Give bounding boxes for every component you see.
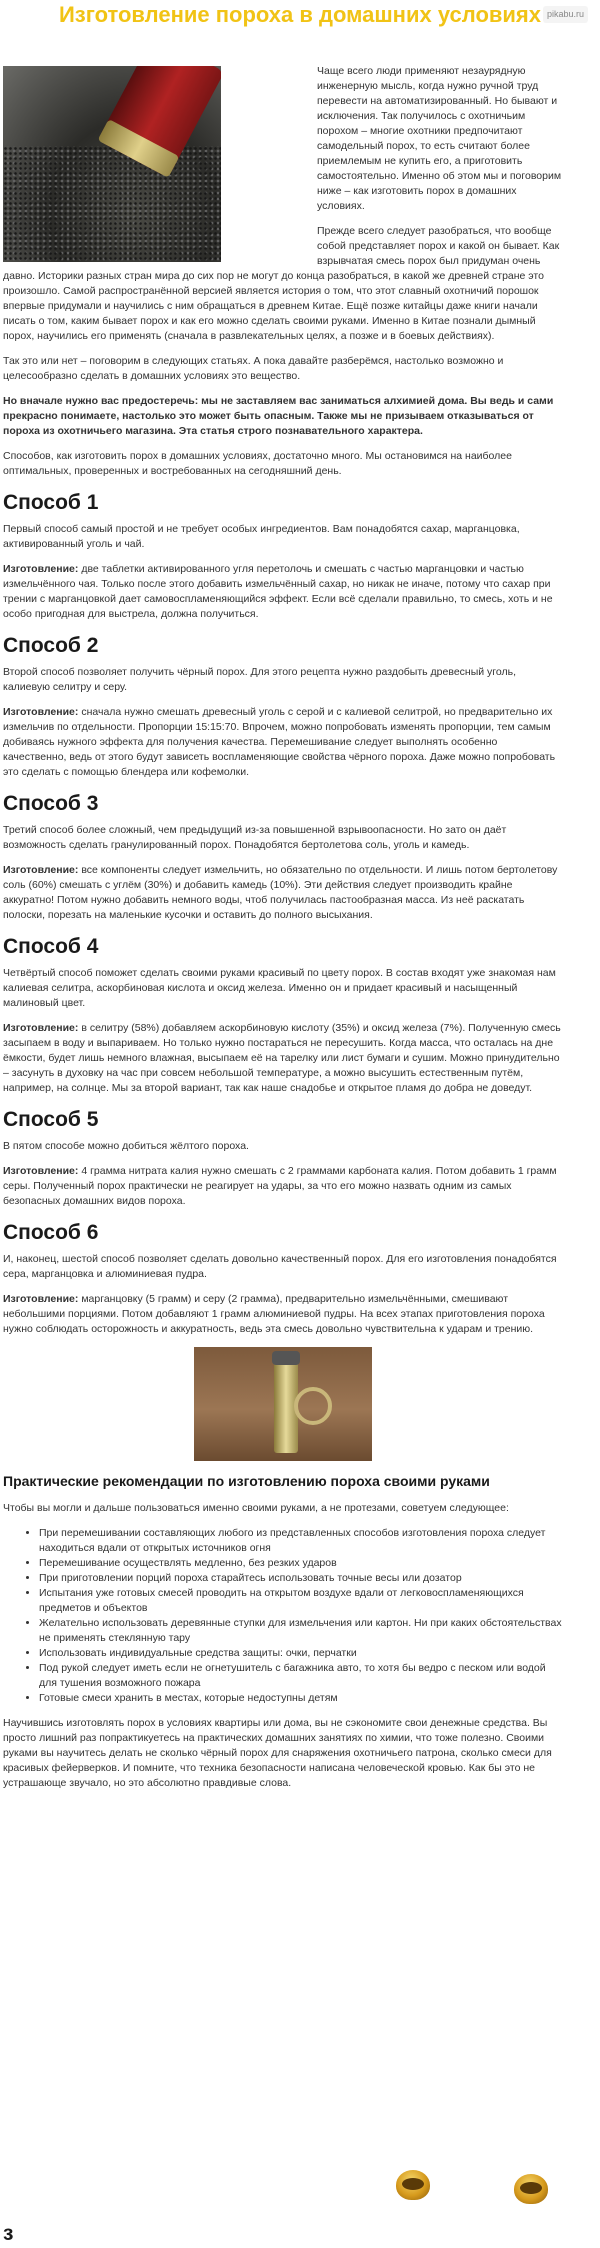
list-item: • Желательно использовать деревянные ступки для измельчения или картон. Ни при каких обстоятельствах не применять стеклянную тару	[39, 1616, 563, 1646]
tips-heading: Практические рекомендации по изготовлению пороха своими руками	[3, 1473, 490, 1489]
list-item: • Использовать индивидуальные средства защиты: очки, перчатки	[39, 1646, 563, 1661]
making-text: 4 грамма нитрата калия нужно смешать с 2 граммами карбоната калия. Потом добавить 1 грамм серы. Полученный порох практически не реагирует на удары, за что его можно назвать одним из самых безопасных домашних видов пороха.	[3, 1165, 557, 1207]
list-item: • Испытания уже готовых смесей проводить на открытом воздухе вдали от легковоспламеняющихся предметов и объектов	[39, 1586, 563, 1616]
gunpowder-grains	[3, 146, 221, 262]
method-text: Третий способ более сложный, чем предыдущий из-за повышенной взрывоопасности. Но зато он даёт возможность сделать гранулированный порох. Понадобятся бертолетова соль, уголь и камедь.	[3, 824, 507, 851]
cartridge-image	[194, 1347, 372, 1461]
method-making	[3, 863, 563, 923]
method-making	[3, 1021, 563, 1096]
method-heading: Способ 3	[3, 792, 99, 815]
tips-intro: Чтобы вы могли и дальше пользоваться именно своими руками, а не протезами, советуем следующее:	[3, 1502, 509, 1514]
method-heading: Способ 2	[3, 634, 99, 657]
site-watermark: pikabu.ru	[543, 6, 588, 23]
methods-intro: Способов, как изготовить порох в домашних условиях, достаточно много. Мы остановимся на наиболее оптимальных, проверенных и востребованных на сегодняшний день.	[3, 450, 512, 477]
method-text: В пятом способе можно добиться жёлтого пороха.	[3, 1140, 249, 1152]
gold-pot-icon	[514, 2174, 548, 2204]
method-text: Первый способ самый простой и не требует особых ингредиентов. Вам понадобятся сахар, марганцовка, активированный уголь и чай.	[3, 523, 520, 550]
bottom-decoration	[0, 2148, 600, 2234]
page-title: Изготовление пороха в домашних условиях	[58, 2, 542, 27]
intro-paragraph: Так это или нет – поговорим в следующих статьях. А пока давайте разберёмся, настолько возможно и целесообразно сделать в домашних условиях это вещество.	[3, 355, 504, 382]
making-text: марганцовку (5 грамм) и серу (2 грамма), предварительно измельчёнными, смешивают небольшими порциями. Потом добавляют 1 грамм алюминиевой пудры. На всех этапах приготовления пороха нужно соблюдать осторожность и аккуратность, ведь эта смесь довольно чувствительна к ударам и трению.	[3, 1293, 545, 1335]
method-making	[3, 705, 563, 780]
making-text: в селитру (58%) добавляем аскорбиновую кислоту (35%) и оксид железа (7%). Полученную смесь засыпаем в воду и выпариваем. Но только нужно постараться не пересушить. Когда масса, что осталась на дне ёмкости, будет лишь немного влажная, высыпаем её на тарелку или лист бумаги и сушим. Можно принудительно – засунуть в духовку на час при совсем небольшой температуре, а можно высушить естественным путём, например, на солнце. Мы за второй вариант, так как наше снадобье и открытое пламя до добра не доведут.	[3, 1022, 561, 1094]
making-text: сначала нужно смешать древесный уголь с серой и с калиевой селитрой, но предварительно их измельчив по отдельности. Пропорции 15:15:70. Впрочем, можно попробовать изменять пропорции, тем самым добиваясь нужного эффекта для получения качества. Перемешивание следует выполнять особенно качественно, ведь от этого будут зависеть воспламеняющие свойства чёрного пороха. Даже можно попробовать это сделать с помощью блендера или кофемолки.	[3, 706, 556, 778]
intro-paragraph: Прежде всего следует разобраться, что вообще собой представляет порох и какой он бывает. Как взрывчатая смесь порох был придуман очень давно. Историки разных стран мира до сих пор не могут до конца разобраться, в какой же древней стране это произошло. Самой распространённой версией является история о том, что этот славный охотничий порошок впервые придумали и научились с ним обращаться в древнем Китае. Ещё позже китайцы даже книги начали писать о том, каким бывает порох и как его можно сделать своими руками. Именно в Китае познали дымный порох, научились его применять (сначала в развлекательных целях, а позже и в боевых действиях).	[3, 225, 560, 342]
list-item: • Готовые смеси хранить в местах, которые недоступны детям	[39, 1691, 563, 1706]
method-text: И, наконец, шестой способ позволяет сделать довольно качественный порох. Для его изготовления понадобятся сера, марганцовка и алюминиевая пудра.	[3, 1253, 557, 1280]
making-label: Изготовление:	[3, 1022, 79, 1034]
article	[3, 64, 563, 1801]
list-item: • При перемешивании составляющих любого из представленных способов изготовления пороха следует находиться вдали от открытых источников огня	[39, 1526, 563, 1556]
warning-paragraph	[3, 394, 563, 439]
making-label: Изготовление:	[3, 1165, 79, 1177]
gunpowder-shell-image	[3, 66, 221, 262]
making-label: Изготовление:	[3, 706, 79, 718]
cartridge-tip	[272, 1351, 300, 1365]
making-label: Изготовление:	[3, 563, 79, 575]
tips-outro: Научившись изготовлять порох в условиях квартиры или дома, вы не сэкономите свои денежные средства. Вы просто лишний раз попрактикуетесь на практических домашних занятиях по химии, что тоже полезно. Своими руками вы научитесь делать не сколько чёрный порох для снаряжения охотничьего патрона, сколько смеси для красивых фейерверков. И помните, что техника безопасности написана человеческой кровью. Как бы это не устрашающе звучало, но это абсолютно правдивые слова.	[3, 1717, 552, 1789]
method-heading: Способ 6	[3, 1221, 99, 1244]
method-heading: Способ 1	[3, 491, 99, 514]
making-label: Изготовление:	[3, 864, 79, 876]
gold-pot-icon	[396, 2170, 430, 2200]
method-heading: Способ 5	[3, 1108, 99, 1131]
making-text: все компоненты следует измельчить, но обязательно по отдельности. И лишь потом бертолетову соль (60%) смешать с углём (30%) и добавить камедь (10%). Эти действия следует производить крайне аккуратно! Потом нужно добавить немного воды, чтоб получилась пастообразная масса. Из неё раскатать полоски, порезать на маленькие кусочки и оставить до полного высыхания.	[3, 864, 558, 921]
method-heading: Способ 4	[3, 935, 99, 958]
method-making	[3, 562, 563, 622]
making-text: две таблетки активированного угля перетолочь и смешать с частью марганцовки и частью измельчённого чая. Только после этого добавить измельчённый сахар, но никак не иначе, потому что сахар при трении с марганцовкой дает самовоспламеняющийся эффект. Если всё сделали правильно, то смесь, хоть и не особо пригодная для выстрела, должна получиться.	[3, 563, 553, 620]
method-making	[3, 1292, 563, 1337]
list-item: • Перемешивание осуществлять медленно, без резких ударов	[39, 1556, 563, 1571]
making-label: Изготовление:	[3, 1293, 79, 1305]
tips-list	[3, 1526, 563, 1706]
method-text: Четвёртый способ поможет сделать своими руками красивый по цвету порох. В состав входят уже знакомая нам калиевая селитра, аскорбиновая кислота и оксид железа. Именно он и придает красивый и насыщенный малиновый цвет.	[3, 967, 556, 1009]
list-item: • Под рукой следует иметь если не огнетушитель с багажника авто, то хотя бы ведро с песком или водой для тушения возможного пожара	[39, 1661, 563, 1691]
method-making	[3, 1164, 563, 1209]
cut-off-heading: з	[3, 2222, 14, 2245]
list-item: • При приготовлении порций пороха старайтесь использовать точные весы или дозатор	[39, 1571, 563, 1586]
intro-paragraph: Чаще всего люди применяют незаурядную инженерную мысль, когда нужно ручной труд перевести на автоматизированный. Но бывают и исключения. Так получилось с охотничьим порохом – многие охотники предпочитают самодельный порох, то есть считают более приемлемым не купить его, а приготовить самостоятельно. Именно об этом мы и поговорим ниже – как изготовить порох в домашних условиях.	[317, 65, 562, 212]
method-text: Второй способ позволяет получить чёрный порох. Для этого рецепта нужно раздобыть древесный уголь, калиевую селитру и серу.	[3, 666, 517, 693]
key-ring	[294, 1387, 332, 1425]
warning-text: Но вначале нужно вас предостеречь: мы не заставляем вас заниматься алхимией дома. Вы ведь и сами прекрасно понимаете, настолько это может быть опасным. Также мы не призываем отказываться от пороха из охотничьего магазина. Эта статья строго познавательного характера.	[3, 395, 554, 437]
